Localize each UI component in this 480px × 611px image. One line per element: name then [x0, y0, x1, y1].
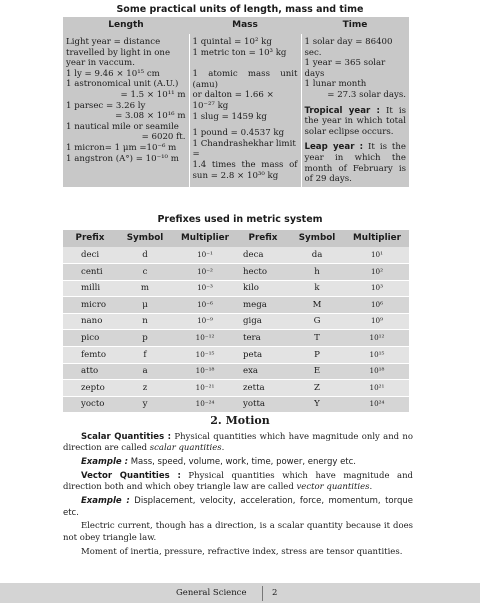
prefix-multiplier: 10¹⁸	[345, 363, 409, 380]
prefix-name: giga	[237, 313, 289, 330]
table-row	[63, 363, 409, 380]
units-table	[63, 17, 409, 187]
mass-line: 1 atomic mass unit (amu)	[192, 69, 298, 90]
page-title: Some practical units of length, mass and time	[116, 4, 364, 15]
tropical-year-definition: It is the year in which total solar eclipse occurs.	[304, 105, 406, 137]
page-number: 2	[272, 588, 278, 598]
mass-column	[189, 34, 301, 187]
length-line: 1 micron= 1 μm =10⁻⁶ m	[66, 142, 177, 153]
table-row	[63, 297, 409, 314]
prefix-symbol: m	[117, 280, 173, 297]
prefix-symbol: d	[117, 247, 173, 264]
time-line-leap	[305, 142, 407, 184]
term-example: Example :	[81, 457, 129, 468]
paragraph-example	[63, 457, 413, 468]
text: .	[221, 443, 225, 454]
leap-year-definition: It is the year in which the month of February is of 29 days.	[304, 142, 406, 185]
prefix-name: peta	[237, 347, 289, 364]
text: Physical quantities which have magnitude only and no direction are called	[63, 432, 413, 454]
paragraph-vector	[63, 471, 413, 494]
time-line: = 27.3 solar days.	[327, 89, 406, 100]
paragraph-example	[63, 496, 413, 519]
prefix-multiplier: 10²¹	[345, 380, 409, 397]
prefix-symbol: Z	[289, 380, 345, 397]
text: .	[369, 482, 373, 493]
prefix-symbol: z	[117, 380, 173, 397]
table-row	[63, 330, 409, 347]
prefix-table-header	[63, 230, 409, 247]
prefix-name: femto	[63, 347, 117, 364]
time-line: 1 year = 365 solar days	[304, 58, 386, 79]
mass-line: or dalton = 1.66 × 10⁻²⁷ kg	[192, 90, 274, 111]
mass-line: 1 Chandrashekhar limit =	[192, 138, 296, 160]
prefix-multiplier: 10⁹	[345, 313, 409, 330]
col-multiplier: Multiplier	[173, 230, 237, 247]
table-row	[63, 380, 409, 397]
table-row	[63, 247, 409, 264]
prefix-name: mega	[237, 297, 289, 314]
prefix-symbol: f	[117, 347, 173, 364]
italic-term: scalar quantities	[149, 443, 222, 454]
term-vector: Vector Quantities :	[81, 471, 181, 482]
footer-divider	[262, 586, 263, 601]
prefix-name: yocto	[63, 396, 117, 413]
section-body	[63, 432, 413, 561]
table-row	[63, 347, 409, 364]
prefix-symbol: h	[289, 264, 345, 281]
prefix-multiplier: 10⁻²¹	[173, 380, 237, 397]
text: Mass, speed, volume, work, time, power, energy etc.	[128, 457, 357, 468]
prefix-symbol: M	[289, 297, 345, 314]
prefix-multiplier: 10⁻³	[173, 280, 237, 297]
prefix-name: milli	[63, 280, 117, 297]
prefix-name: deci	[63, 247, 117, 264]
paragraph-current: Electric current, though has a direction, is a scalar quantity because it does not obey triangle law.	[63, 521, 413, 543]
mass-line: 1 quintal = 10² kg	[192, 37, 272, 47]
length-column	[63, 34, 189, 187]
length-line: 1 astronomical unit (A.U.)	[66, 79, 179, 90]
mass-line: 1 pound = 0.4537 kg	[192, 128, 285, 139]
length-line: Light year = distance travelled by light in one year in vaccum.	[66, 37, 171, 69]
prefix-multiplier: 10¹²	[345, 330, 409, 347]
prefix-multiplier: 10⁻¹⁸	[173, 363, 237, 380]
prefix-symbol: c	[117, 264, 173, 281]
section-title: 2. Motion	[210, 414, 270, 427]
mass-line: 1 metric ton = 10³ kg	[192, 47, 287, 58]
prefix-name: centi	[63, 264, 117, 281]
header-mass: Mass	[189, 17, 301, 34]
mass-line: 1 slug = 1459 kg	[192, 111, 267, 122]
prefix-symbol: da	[289, 247, 345, 264]
prefix-name: deca	[237, 247, 289, 264]
prefix-name: nano	[63, 313, 117, 330]
prefix-symbol: G	[289, 313, 345, 330]
prefix-multiplier: 10¹	[345, 247, 409, 264]
book-name: General Science	[176, 588, 247, 598]
prefix-symbol: μ	[117, 297, 173, 314]
prefixes-title: Prefixes used in metric system	[157, 214, 323, 225]
table-row	[63, 313, 409, 330]
table-row	[63, 264, 409, 281]
table-row	[63, 396, 409, 413]
prefix-symbol: E	[289, 363, 345, 380]
page-footer	[0, 583, 480, 603]
prefix-name: zepto	[63, 380, 117, 397]
length-line: = 3.08 × 10¹⁶ m	[115, 111, 186, 122]
prefix-multiplier: 10¹⁵	[345, 347, 409, 364]
prefix-multiplier: 10⁶	[345, 297, 409, 314]
prefix-symbol: p	[117, 330, 173, 347]
prefix-multiplier: 10²⁴	[345, 396, 409, 413]
length-line: = 6020 ft.	[141, 132, 186, 143]
time-line: 1 solar day = 86400 sec.	[304, 37, 393, 58]
paragraph-scalar	[63, 432, 413, 455]
prefix-multiplier: 10²	[345, 264, 409, 281]
prefix-multiplier: 10⁻⁹	[173, 313, 237, 330]
col-multiplier: Multiplier	[345, 230, 409, 247]
length-line: 1 ly = 9.46 × 10¹⁵ cm	[66, 68, 160, 79]
units-table-header	[63, 17, 409, 34]
prefix-name: yotta	[237, 396, 289, 413]
time-line-tropical	[305, 106, 407, 138]
prefix-symbol: y	[117, 396, 173, 413]
prefix-name: exa	[237, 363, 289, 380]
prefix-name: micro	[63, 297, 117, 314]
prefix-symbol: P	[289, 347, 345, 364]
prefix-multiplier: 10⁻²⁴	[173, 396, 237, 413]
header-time: Time	[301, 17, 409, 34]
header-length: Length	[63, 17, 189, 34]
time-line: 1 lunar month	[304, 79, 367, 90]
length-line: 1 nautical mile or seamile	[66, 121, 179, 132]
prefix-name: kilo	[237, 280, 289, 297]
prefix-symbol: T	[289, 330, 345, 347]
prefix-multiplier: 10⁻¹²	[173, 330, 237, 347]
italic-term: vector quantities	[296, 482, 370, 493]
prefix-symbol: Y	[289, 396, 345, 413]
mass-line: 1.4 times the mass of sun = 2.8 × 10³⁰ kg	[192, 159, 298, 181]
col-prefix: Prefix	[237, 230, 289, 247]
text: Physical quantities which have magnitude and direction both and which obey triangle law are called	[63, 471, 413, 493]
prefix-symbol: a	[117, 363, 173, 380]
prefix-name: tera	[237, 330, 289, 347]
length-line: 1 parsec = 3.26 ly	[66, 100, 146, 111]
text: Displacement, velocity, acceleration, force, momentum, torque etc.	[63, 496, 413, 518]
prefix-multiplier: 10³	[345, 280, 409, 297]
table-row	[63, 280, 409, 297]
time-column	[301, 34, 409, 187]
prefix-multiplier: 10⁻²	[173, 264, 237, 281]
col-symbol: Symbol	[289, 230, 345, 247]
prefix-symbol: k	[289, 280, 345, 297]
leap-year-term: Leap year :	[304, 142, 364, 153]
prefix-name: hecto	[237, 264, 289, 281]
term-scalar: Scalar Quantities :	[81, 432, 172, 442]
prefix-symbol: n	[117, 313, 173, 330]
prefix-name: zetta	[237, 380, 289, 397]
prefix-multiplier: 10⁻⁶	[173, 297, 237, 314]
col-prefix: Prefix	[63, 230, 117, 247]
prefix-multiplier: 10⁻¹	[173, 247, 237, 264]
prefix-name: pico	[63, 330, 117, 347]
tropical-year-term: Tropical year :	[304, 105, 380, 116]
paragraph-tensor: Moment of inertia, pressure, refractive index, stress are tensor quantities.	[81, 546, 403, 557]
term-example: Example :	[81, 496, 130, 507]
length-line: 1 angstron (A°) = 10⁻¹⁰ m	[66, 153, 179, 164]
length-line: = 1.5 × 10¹¹ m	[120, 89, 186, 100]
col-symbol: Symbol	[117, 230, 173, 247]
prefix-name: atto	[63, 363, 117, 380]
prefix-table	[63, 230, 409, 413]
prefix-multiplier: 10⁻¹⁵	[173, 347, 237, 364]
